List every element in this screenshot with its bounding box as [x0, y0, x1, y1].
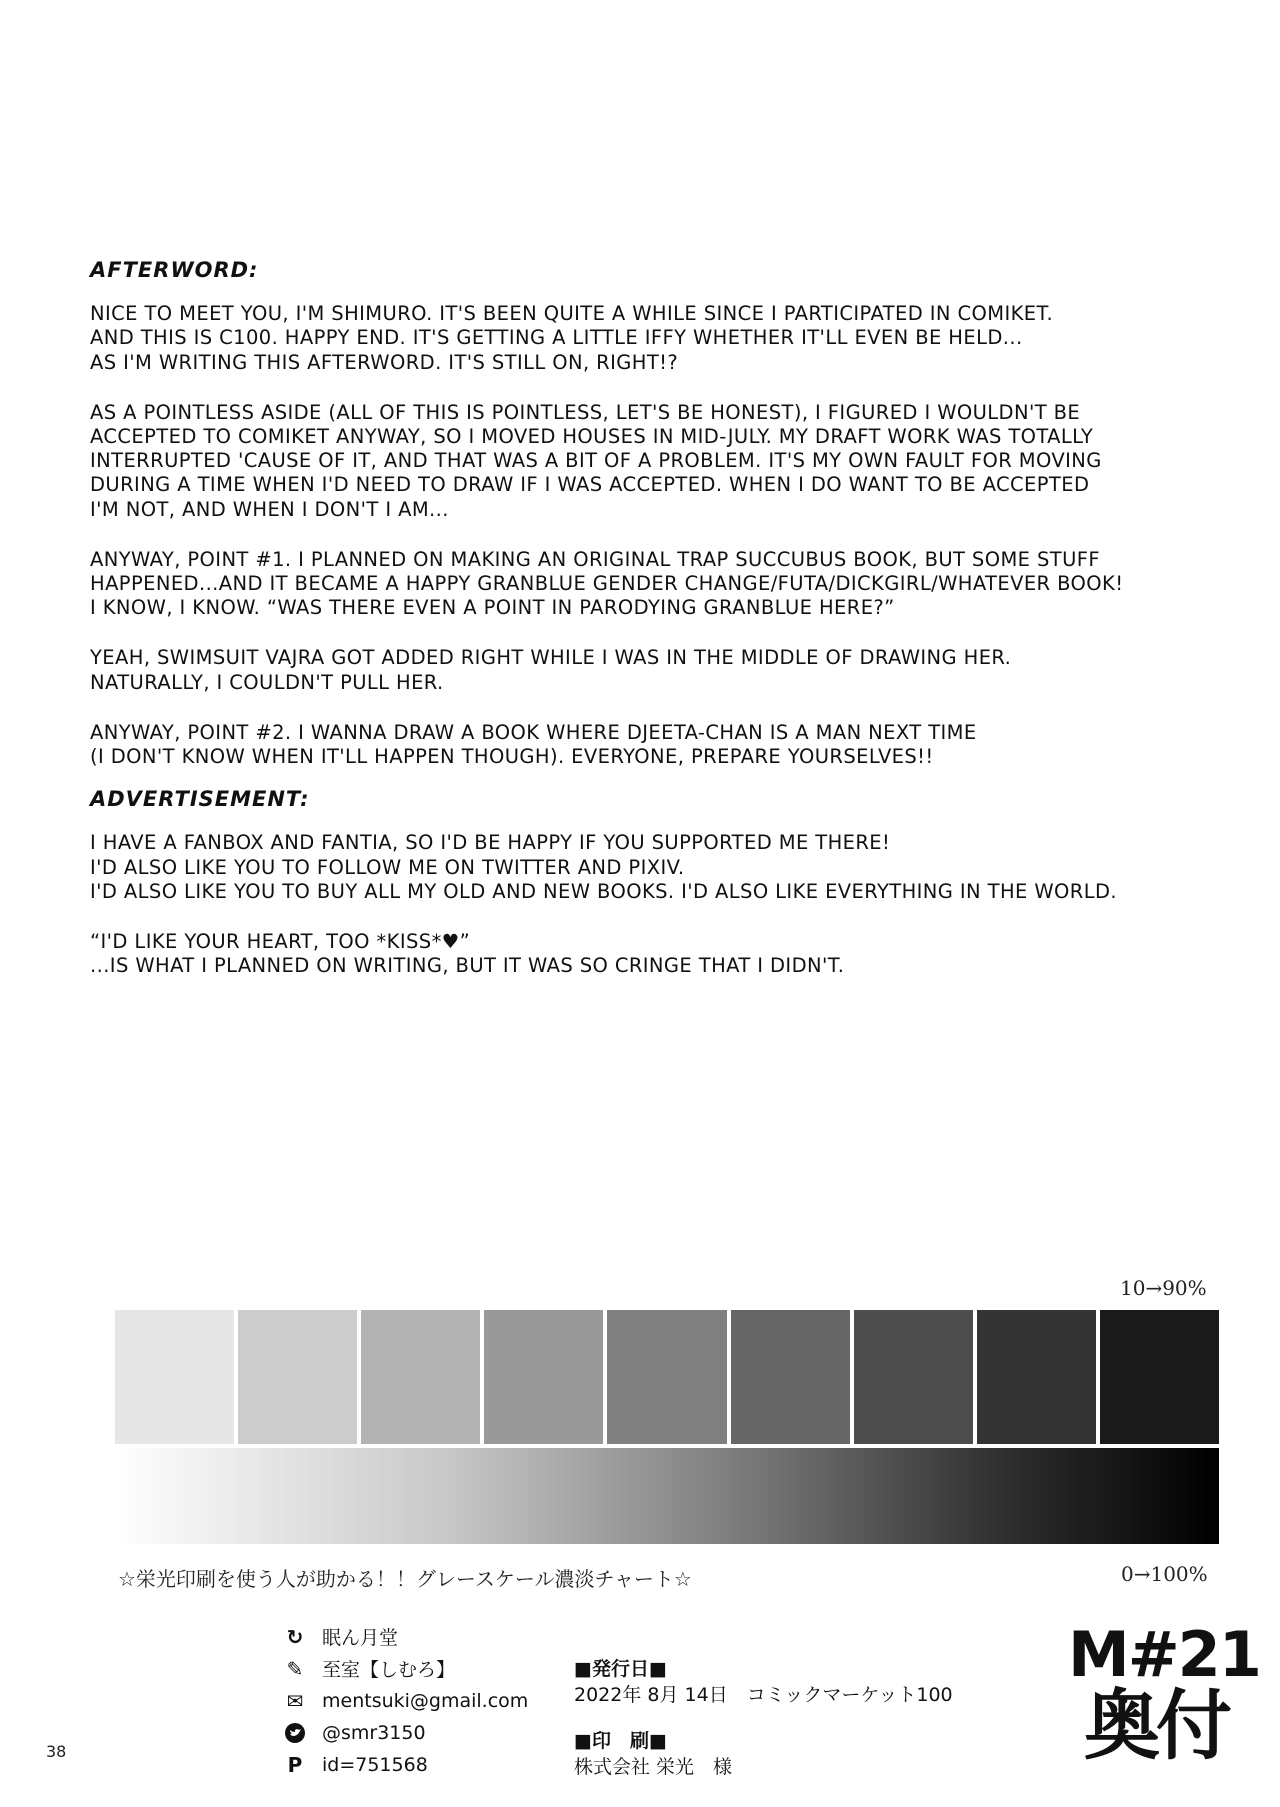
issue-number: M#21	[1068, 1618, 1260, 1691]
advertisement-heading: ADVERTISEMENT:	[90, 787, 310, 812]
grayscale-swatches	[115, 1310, 1219, 1444]
text-line: I'M NOT, AND WHEN I DON'T I AM...	[90, 497, 449, 521]
circle-name: 眠ん月堂	[322, 1627, 399, 1649]
publication-info	[574, 1654, 953, 1798]
text-line: ACCEPTED TO COMIKET ANYWAY, SO I MOVED HOUSES IN MID-JULY. MY DRAFT WORK WAS TOTALLY	[90, 425, 1094, 449]
text-line: AS I'M WRITING THIS AFTERWORD. IT'S STILL ON, RIGHT!?	[90, 350, 679, 374]
grayscale-range-label: 10→90%	[1120, 1276, 1207, 1300]
text-line: AS A POINTLESS ASIDE (ALL OF THIS IS POINTLESS, LET'S BE HONEST), I FIGURED I WOULDN'T BE	[90, 400, 1081, 424]
afterword-paragraph	[90, 302, 1220, 375]
pixiv-p-icon: P	[287, 1752, 303, 1777]
circle-arrows-icon: ↻	[286, 1624, 304, 1649]
text-line: DURING A TIME WHEN I'D NEED TO DRAW IF I WAS ACCEPTED. WHEN I DO WANT TO BE ACCEPTED	[90, 473, 1090, 497]
text-line: INTERRUPTED 'CAUSE OF IT, AND THAT WAS A BIT OF A PROBLEM. IT'S MY OWN FAULT FOR MOVING	[90, 449, 1102, 473]
text-line: “I'D LIKE YOUR HEART, TOO *KISS*♥”	[90, 930, 471, 954]
credit-circle	[282, 1622, 528, 1651]
palette-brush-icon: ✎	[286, 1656, 304, 1681]
author-credits	[282, 1622, 528, 1782]
printer-value: 株式会社 栄光 様	[574, 1756, 733, 1778]
text-line: I'D ALSO LIKE YOU TO FOLLOW ME ON TWITTER AND PIXIV.	[90, 855, 685, 879]
mail-icon: ✉	[286, 1688, 304, 1713]
grayscale-swatch	[115, 1310, 234, 1444]
grayscale-swatch	[238, 1310, 357, 1444]
colophon-mark	[1068, 1618, 1260, 1770]
afterword-paragraph	[90, 646, 1220, 694]
afterword-text-block	[90, 258, 1220, 1004]
pixiv-id: id=751568	[322, 1753, 428, 1776]
grayscale-chart-caption: ☆栄光印刷を使う人が助かる！！グレースケール濃淡チャート☆	[118, 1567, 692, 1591]
text-line: NICE TO MEET YOU, I'M SHIMURO. IT'S BEEN QUITE A WHILE SINCE I PARTICIPATED IN COMIKET.	[90, 302, 1054, 326]
grayscale-swatch	[484, 1310, 603, 1444]
text-line: YEAH, SWIMSUIT VAJRA GOT ADDED RIGHT WHILE I WAS IN THE MIDDLE OF DRAWING HER.	[90, 646, 1012, 670]
text-line: HAPPENED...AND IT BECAME A HAPPY GRANBLUE GENDER CHANGE/FUTA/DICKGIRL/WHATEVER BOOK!	[90, 572, 1124, 596]
email-address: mentsuki@gmail.com	[322, 1689, 529, 1712]
afterword-heading: AFTERWORD:	[90, 258, 259, 282]
credit-pixiv	[282, 1750, 528, 1779]
grayscale-swatch	[1100, 1310, 1219, 1444]
credit-email	[282, 1686, 528, 1715]
grayscale-swatch	[731, 1310, 850, 1444]
grayscale-gradient-bar	[115, 1448, 1219, 1544]
page-number: 38	[46, 1742, 67, 1761]
text-line: I'D ALSO LIKE YOU TO BUY ALL MY OLD AND NEW BOOKS. I'D ALSO LIKE EVERYTHING IN THE WORLD.	[90, 879, 1117, 903]
grayscale-swatch	[977, 1310, 1096, 1444]
text-line: NATURALLY, I COULDN'T PULL HER.	[90, 670, 444, 694]
credit-twitter	[282, 1718, 528, 1747]
afterword-paragraph	[90, 401, 1220, 522]
artist-name: 至室【しむろ】	[322, 1659, 456, 1681]
text-line: ANYWAY, POINT #1. I PLANNED ON MAKING AN ORIGINAL TRAP SUCCUBUS BOOK, BUT SOME STUFF	[90, 547, 1100, 571]
grayscale-swatch	[854, 1310, 973, 1444]
twitter-handle: @smr3150	[322, 1721, 426, 1744]
publish-date-value: 2022年 8月 14日 コミックマーケット100	[574, 1684, 953, 1706]
printer-heading: ■印 刷■	[574, 1730, 667, 1752]
publish-date-heading: ■発行日■	[574, 1658, 667, 1680]
grayscale-swatch	[607, 1310, 726, 1444]
advertisement-paragraph	[90, 831, 1220, 904]
text-line: ...IS WHAT I PLANNED ON WRITING, BUT IT WAS SO CRINGE THAT I DIDN'T.	[90, 954, 845, 978]
grayscale-swatch	[361, 1310, 480, 1444]
text-line: (I DON'T KNOW WHEN IT'LL HAPPEN THOUGH). EVERYONE, PREPARE YOURSELVES!!	[90, 745, 934, 769]
gradient-range-label: 0→100%	[1121, 1562, 1208, 1586]
twitter-bird-icon	[282, 1721, 308, 1745]
credit-artist	[282, 1654, 528, 1683]
afterword-paragraph	[90, 721, 1220, 769]
text-line: AND THIS IS C100. HAPPY END. IT'S GETTING A LITTLE IFFY WHETHER IT'LL EVEN BE HELD...	[90, 326, 1023, 350]
colophon-title: 奥付	[1084, 1681, 1228, 1770]
text-line: ANYWAY, POINT #2. I WANNA DRAW A BOOK WHERE DJEETA-CHAN IS A MAN NEXT TIME	[90, 720, 977, 744]
text-line: I HAVE A FANBOX AND FANTIA, SO I'D BE HAPPY IF YOU SUPPORTED ME THERE!	[90, 831, 891, 855]
text-line: I KNOW, I KNOW. “WAS THERE EVEN A POINT IN PARODYING GRANBLUE HERE?”	[90, 596, 895, 620]
advertisement-paragraph	[90, 930, 1220, 978]
afterword-paragraph	[90, 548, 1220, 621]
